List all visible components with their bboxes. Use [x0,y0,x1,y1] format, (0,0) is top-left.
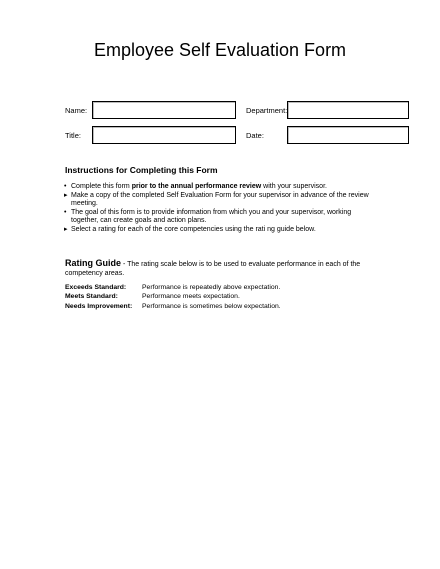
definition-row [65,302,281,311]
name-label: Name: [65,106,88,115]
list-item-text: The goal of this form is to provide information from which you and your supervisor, working together, can create goals and action plans. [71,208,352,225]
department-label: Department: [246,106,288,115]
rating-definitions [65,283,281,311]
list-item [64,183,374,192]
definition-term: Needs Improvement: [65,302,133,310]
bullet-icon: • [64,208,67,216]
instructions-list [64,183,374,235]
list-item-text: Make a copy of the completed Self Evaluation Form for your supervisor in advance of the review meeting. [71,191,369,208]
instructions-heading: Instructions for Completing this Form [65,165,218,175]
department-field[interactable] [287,101,409,119]
page-title: Employee Self Evaluation Form [93,40,347,60]
definition-row [65,292,281,301]
definition-term: Meets Standard: [65,293,118,301]
bullet-icon: ▸ [64,225,68,233]
definition-term: Exceeds Standard: [65,284,127,291]
list-item-text: Complete this form prior to the annual performance review with your supervisor. [71,183,327,190]
list-item-text: Select a rating for each of the core competencies using the rati ng guide below. [71,225,316,233]
rating-guide-text: - The rating scale below is to be used to evaluate performance in each of the competency areas. [65,261,361,277]
rating-guide-heading: Rating Guide [65,258,121,268]
list-item [64,192,374,209]
bullet-icon: • [64,183,67,190]
date-field[interactable] [287,126,409,144]
list-item [64,226,374,235]
definition-row [65,283,281,292]
definition-desc: Performance meets expectation. [142,293,240,301]
title-label: Title: [65,131,81,140]
date-label: Date: [246,131,264,140]
definition-desc: Performance is repeatedly above expectation. [142,284,281,291]
name-field[interactable] [92,101,236,119]
list-item [64,209,374,226]
title-field[interactable] [92,126,236,144]
rating-guide [65,259,375,278]
definition-desc: Performance is sometimes below expectation. [142,302,281,310]
bullet-icon: ▸ [64,191,68,199]
